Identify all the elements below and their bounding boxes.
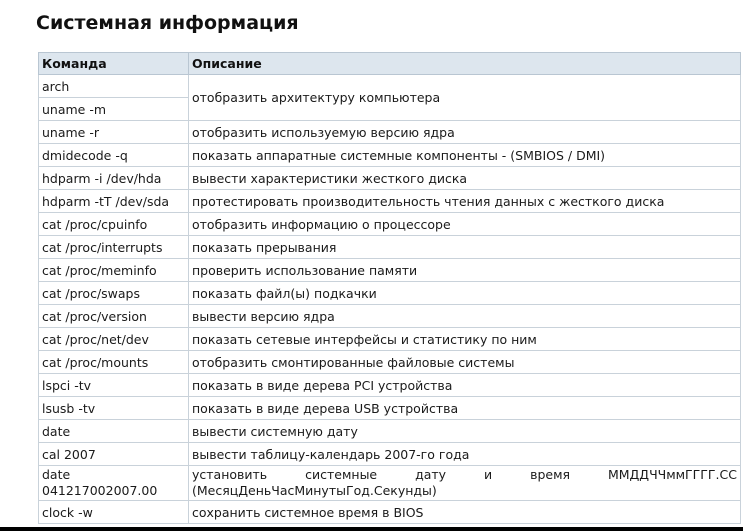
description-cell: показать в виде дерева PCI устройства (189, 374, 741, 397)
page-title: Системная информация (36, 12, 299, 34)
table-row (39, 236, 741, 259)
table-row (39, 121, 741, 144)
table-row (39, 443, 741, 466)
command-cell: cat /proc/net/dev (39, 328, 189, 351)
table-row (39, 190, 741, 213)
command-cell: dmidecode -q (39, 144, 189, 167)
bottom-edge-bar (0, 527, 743, 531)
command-cell: hdparm -i /dev/hda (39, 167, 189, 190)
table-row (39, 167, 741, 190)
table-header-row (39, 53, 741, 75)
description-cell: отобразить информацию о процессоре (189, 213, 741, 236)
command-cell: cat /proc/version (39, 305, 189, 328)
description-cell: отобразить смонтированные файловые системы (189, 351, 741, 374)
description-cell: показать в виде дерева USB устройства (189, 397, 741, 420)
command-cell: arch (39, 75, 189, 98)
description-cell: вывести версию ядра (189, 305, 741, 328)
commands-table (38, 52, 741, 524)
column-header-command: Команда (39, 53, 189, 75)
command-cell: cat /proc/interrupts (39, 236, 189, 259)
description-cell: отобразить используемую версию ядра (189, 121, 741, 144)
column-header-description: Описание (189, 53, 741, 75)
description-cell: показать сетевые интерфейсы и статистику по ним (189, 328, 741, 351)
description-cell: протестировать производительность чтения данных с жесткого диска (189, 190, 741, 213)
table-row (39, 328, 741, 351)
table-row (39, 420, 741, 443)
command-cell: hdparm -tT /dev/sda (39, 190, 189, 213)
table-row (39, 397, 741, 420)
table-row (39, 466, 741, 501)
table-row (39, 144, 741, 167)
table-row (39, 305, 741, 328)
table-row (39, 213, 741, 236)
description-cell: проверить использование памяти (189, 259, 741, 282)
table-row (39, 351, 741, 374)
description-cell: вывести таблицу-календарь 2007-го года (189, 443, 741, 466)
command-cell: cat /proc/meminfo (39, 259, 189, 282)
command-cell: cal 2007 (39, 443, 189, 466)
command-cell: lsusb -tv (39, 397, 189, 420)
command-cell: cat /proc/swaps (39, 282, 189, 305)
command-cell: clock -w (39, 501, 189, 524)
table-row (39, 75, 741, 98)
description-cell: показать прерывания (189, 236, 741, 259)
command-cell: cat /proc/mounts (39, 351, 189, 374)
table-row (39, 374, 741, 397)
description-cell: вывести характеристики жесткого диска (189, 167, 741, 190)
command-cell: uname -m (39, 98, 189, 121)
description-cell: вывести системную дату (189, 420, 741, 443)
description-cell: сохранить системное время в BIOS (189, 501, 741, 524)
command-cell: lspci -tv (39, 374, 189, 397)
description-cell: установить системные дату и время ММДДЧЧммГГГГ.СС (МесяцДеньЧасМинутыГод.Секунды) (189, 466, 741, 501)
command-cell: cat /proc/cpuinfo (39, 213, 189, 236)
table-row (39, 501, 741, 524)
table-row (39, 282, 741, 305)
description-cell: показать файл(ы) подкачки (189, 282, 741, 305)
command-cell: date (39, 420, 189, 443)
command-cell: uname -r (39, 121, 189, 144)
table-row (39, 259, 741, 282)
command-cell: date 041217002007.00 (39, 466, 189, 501)
description-cell: показать аппаратные системные компоненты - (SMBIOS / DMI) (189, 144, 741, 167)
description-cell: отобразить архитектуру компьютера (189, 75, 741, 121)
